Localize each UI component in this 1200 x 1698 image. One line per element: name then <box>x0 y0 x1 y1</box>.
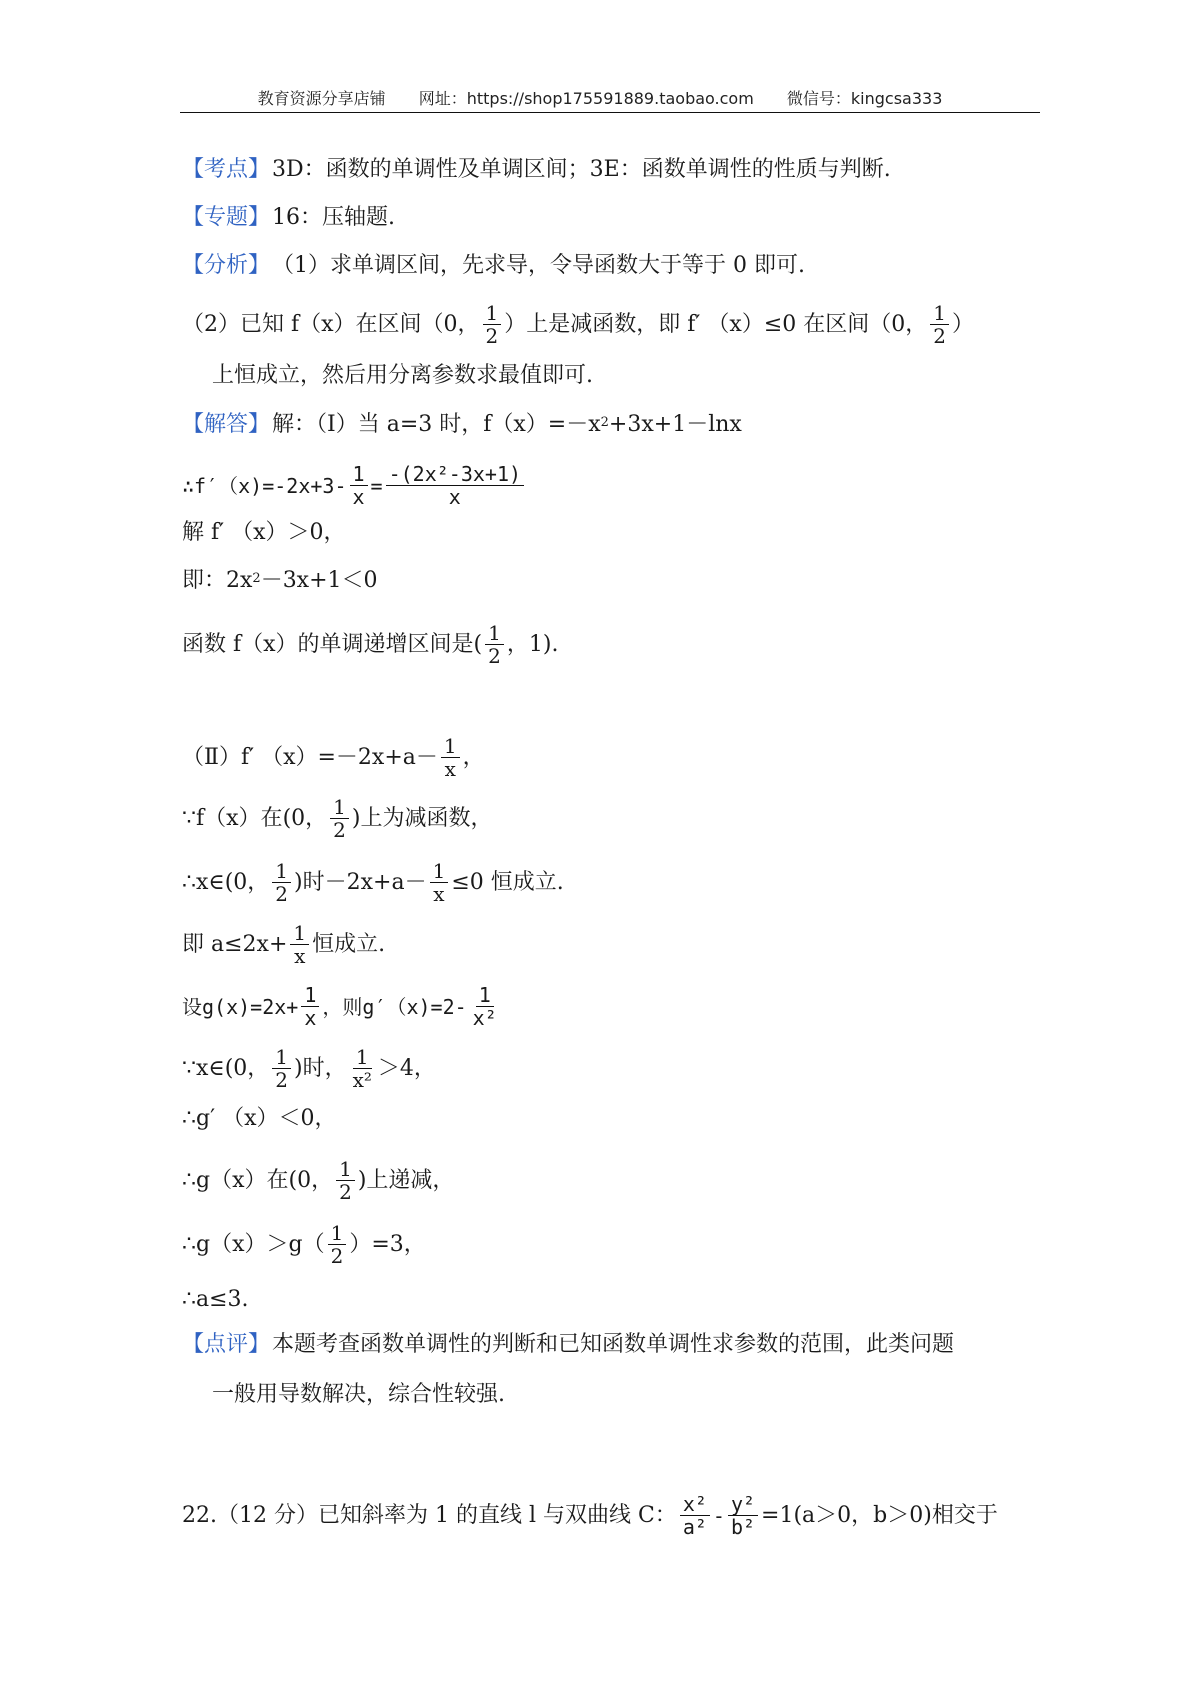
jieda-text-11a: ∵x∈ <box>182 1055 225 1081</box>
kaodian-text: 3D：函数的单调性及单调区间；3E：函数单调性的性质与判断. <box>272 157 891 182</box>
page-header <box>0 86 1200 109</box>
fenxi-line-1 <box>182 251 805 281</box>
denominator: b² <box>730 1515 756 1539</box>
fenxi-text-2c: ） <box>951 311 974 337</box>
jieda-text-12: ∴g′ （x）＜0， <box>182 1106 337 1131</box>
jieda-line-2 <box>182 463 527 508</box>
jieda-text-8a: ∴x∈ <box>182 869 225 895</box>
fenxi-line-2 <box>182 302 974 347</box>
jieda-line-8 <box>182 860 564 905</box>
fenxi-tag: 【分析】 <box>182 253 271 278</box>
dianping-line-1 <box>182 1330 954 1360</box>
fenxi-text-2b: ）上是减函数，即 f′ （x）≤0 在区间（0， <box>504 311 928 337</box>
fraction <box>350 1046 375 1091</box>
numerator: 1 <box>290 922 309 945</box>
jieda-line-12 <box>182 1104 336 1134</box>
fraction <box>290 922 309 967</box>
denominator: x <box>352 485 365 509</box>
jieda-tag: 【解答】 <box>182 412 271 437</box>
numerator: 1 <box>272 1046 291 1069</box>
fenxi-text-2a: （2）已知 f（x）在区间（0， <box>182 311 480 337</box>
dianping-tag: 【点评】 <box>182 1332 271 1357</box>
denominator: 2 <box>333 818 346 842</box>
numerator: 1 <box>272 860 291 883</box>
jieda-text-7b: (0， <box>282 805 328 831</box>
denominator: x <box>448 485 461 509</box>
shop-name: 教育资源分享店铺 <box>257 89 386 108</box>
denominator: x <box>294 944 306 968</box>
jieda-line-5 <box>182 622 558 667</box>
jieda-text-1a: 解：（Ⅰ）当 a=3 时，f（x）=－x <box>272 412 601 437</box>
fraction <box>680 1493 710 1538</box>
denominator: x² <box>352 1068 372 1092</box>
jieda-text-13c: )上递减， <box>357 1167 455 1193</box>
fenxi-line-3 <box>212 361 593 391</box>
denominator: 2 <box>275 1068 289 1092</box>
denominator: 2 <box>488 644 501 668</box>
denominator: x <box>304 1006 317 1030</box>
jieda-text-11c: )时， <box>294 1055 347 1081</box>
jieda-text-10a: 设g(x)=2x+ <box>182 994 299 1019</box>
jieda-text-13b: (0， <box>288 1167 334 1193</box>
jieda-text-8c: )时－2x+a－ <box>294 869 427 895</box>
kaodian-line <box>182 155 891 185</box>
zhuanti-text: 16：压轴题. <box>272 205 396 230</box>
numerator: 1 <box>350 463 368 486</box>
jieda-text-6a: （Ⅱ）f′ （x）=－2x+a－ <box>182 744 438 770</box>
jieda-text-11d: ＞4， <box>377 1055 436 1081</box>
fraction <box>728 1493 758 1538</box>
dianping-line-2 <box>212 1380 505 1410</box>
q22-text-a: 22.（12 分）已知斜率为 1 的直线 l 与双曲线 C： <box>182 1502 677 1528</box>
numerator: 1 <box>336 1158 355 1181</box>
question-22-line <box>182 1493 998 1538</box>
jieda-line-9 <box>182 922 385 967</box>
numerator: 1 <box>476 984 494 1007</box>
jieda-text-11b: (0， <box>224 1055 270 1081</box>
numerator: 1 <box>330 796 349 819</box>
fenxi-text-1: （1）求单调区间，先求导，令导函数大于等于 0 即可. <box>272 253 805 278</box>
denominator: 2 <box>330 1244 344 1268</box>
jieda-text-2a: ∴f′（x)=-2x+3- <box>182 473 347 498</box>
dianping-text-1: 本题考查函数单调性的判断和已知函数单调性求参数的范围，此类问题 <box>272 1332 955 1357</box>
jieda-text-9b: 恒成立. <box>312 931 386 957</box>
jieda-text-7a: ∵f（x）在 <box>182 805 283 831</box>
jieda-line-3 <box>182 518 346 548</box>
wechat-id: 微信号：kingcsa333 <box>786 89 943 108</box>
jieda-text-3: 解 f′ （x）＞0， <box>182 520 346 545</box>
numerator: 1 <box>353 1046 372 1069</box>
fraction <box>336 1158 355 1203</box>
jieda-line-11 <box>182 1046 436 1091</box>
jieda-line-7 <box>182 796 492 841</box>
zhuanti-line <box>182 203 395 233</box>
numerator: 1 <box>441 735 460 758</box>
jieda-text-5a: 函数 f（x）的单调递增区间是 <box>182 631 474 657</box>
jieda-text-14b: ）=3， <box>349 1231 426 1257</box>
jieda-text-6b: ， <box>462 744 485 770</box>
fraction <box>485 622 504 667</box>
numerator: -(2x²-3x+1) <box>386 463 524 486</box>
fraction <box>272 1046 291 1091</box>
minus-sign: - <box>712 1503 725 1528</box>
denominator: 2 <box>339 1180 352 1204</box>
numerator: x² <box>680 1493 710 1516</box>
fraction <box>386 463 524 508</box>
jieda-text-4a: 即：2x <box>182 568 253 593</box>
jieda-line-14 <box>182 1222 426 1267</box>
q22-text-b: =1(a＞0，b＞0)相交于 <box>761 1502 998 1528</box>
jieda-text-14a: ∴g（x）＞g（ <box>182 1231 325 1257</box>
jieda-line-15 <box>182 1285 249 1315</box>
fraction <box>441 735 460 780</box>
jieda-line-6 <box>182 735 485 780</box>
jieda-text-4b: －3x+1＜0 <box>260 568 378 593</box>
fraction <box>330 796 349 841</box>
fraction <box>350 463 368 508</box>
denominator: x <box>444 757 456 781</box>
fraction <box>930 302 949 347</box>
fraction <box>483 302 502 347</box>
numerator: 1 <box>485 622 504 645</box>
zhuanti-tag: 【专题】 <box>182 205 271 230</box>
jieda-line-10 <box>182 984 503 1029</box>
jieda-text-9a: 即 a≤2x+ <box>182 931 288 957</box>
jieda-text-5c: ，1). <box>506 631 559 657</box>
fraction <box>430 860 449 905</box>
numerator: 1 <box>328 1222 347 1245</box>
jieda-text-1b: +3x+1－lnx <box>608 412 742 437</box>
denominator: x² <box>472 1006 497 1030</box>
denominator: x <box>433 882 445 906</box>
jieda-text-5b: ( <box>473 631 483 657</box>
jieda-text-8d: ≤0 恒成立. <box>451 869 564 895</box>
header-divider <box>180 112 1040 113</box>
jieda-text-8b: (0， <box>224 869 270 895</box>
jieda-text-7c: )上为减函数， <box>351 805 493 831</box>
kaodian-tag: 【考点】 <box>182 157 271 182</box>
jieda-line-4: 即：2x $^2$ －3x+1＜0 <box>182 566 378 596</box>
shop-url[interactable]: 网址：https://shop175591889.taobao.com <box>418 89 754 108</box>
denominator: 2 <box>933 324 946 348</box>
denominator: a² <box>682 1515 707 1539</box>
jieda-text-10b: ，则g′（x)=2- <box>322 994 467 1019</box>
fraction <box>328 1222 347 1267</box>
denominator: 2 <box>485 324 499 348</box>
dianping-text-2: 一般用导数解决，综合性较强. <box>212 1382 505 1407</box>
fraction <box>470 984 500 1029</box>
numerator: 1 <box>301 984 319 1007</box>
jieda-text-15: ∴a≤3. <box>182 1287 249 1312</box>
jieda-text-2b: = <box>370 473 383 498</box>
fenxi-text-3: 上恒成立，然后用分离参数求最值即可. <box>212 363 593 388</box>
jieda-line-13 <box>182 1158 454 1203</box>
jieda-line-1: 【解答】 解：（Ⅰ）当 a=3 时，f（x）=－x $^2$ +3x+1－lnx <box>182 410 742 440</box>
numerator: 1 <box>483 302 502 325</box>
numerator: 1 <box>430 860 449 883</box>
fraction <box>272 860 291 905</box>
jieda-text-13a: ∴g（x）在 <box>182 1167 289 1193</box>
numerator: y² <box>728 1493 758 1516</box>
denominator: 2 <box>275 882 289 906</box>
numerator: 1 <box>930 302 949 325</box>
fraction <box>301 984 319 1029</box>
